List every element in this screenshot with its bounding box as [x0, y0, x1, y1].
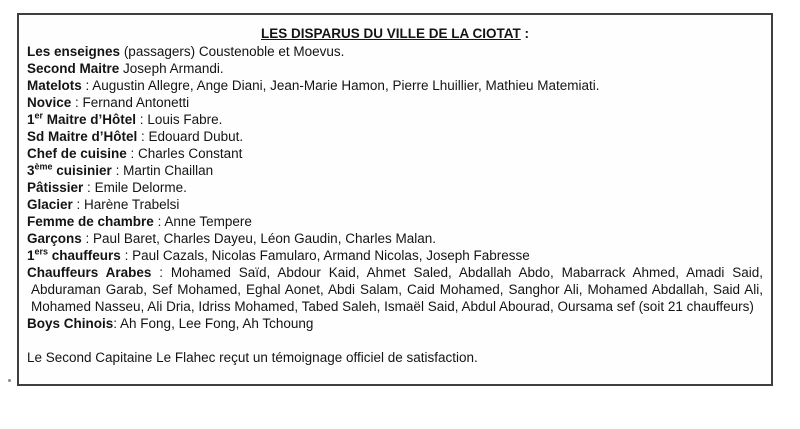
roster-line-value: Augustin Allegre, Ange Diani, Jean-Marie Hamon, Pierre Lhuillier, Mathieu Matemiati. [92, 78, 600, 93]
roster-line-sep: : [136, 112, 148, 127]
roster-line-label-text: chauffeurs [48, 248, 121, 263]
roster-line-value: Louis Fabre. [147, 112, 223, 127]
roster-line [27, 162, 763, 179]
roster-line [27, 315, 763, 332]
closing-note: Le Second Capitaine Le Flahec reçut un témoignage officiel de satisfaction. [27, 350, 478, 365]
roster-line-label-text: Matelots [27, 78, 82, 93]
roster-line-label [27, 197, 73, 212]
roster-line [27, 179, 763, 196]
roster-line-label [27, 44, 120, 59]
roster-line-sep: : [153, 214, 165, 229]
roster-line [27, 213, 763, 230]
roster-line-label-text: Les enseignes [27, 44, 121, 59]
roster-line-value: Ah Fong, Lee Fong, Ah Tchoung [120, 316, 314, 331]
roster-line-label-text: cuisinier [52, 163, 112, 178]
roster-line-value: Paul Baret, Charles Dayeu, Léon Gaudin, Charles Malan. [93, 231, 436, 246]
roster-line-value: Anne Tempere [164, 214, 252, 229]
roster-line-label-text: Sd Maitre d’Hôtel [27, 129, 138, 144]
roster-line-label [27, 61, 119, 76]
roster-line-label [27, 146, 127, 161]
roster-line [27, 247, 763, 264]
roster-line-label [27, 231, 82, 246]
roster-line-label-text: Femme de chambre [27, 214, 154, 229]
roster-line-label-text: Maitre d’Hôtel [43, 112, 137, 127]
roster-line [27, 43, 763, 60]
roster-line-sep: : [71, 95, 83, 110]
roster-line-value: Martin Chaillan [123, 163, 214, 178]
roster-line-value: Mohamed Saïd, Abdour Kaid, Ahmet Saled, Abdallah Abdo, Mabarrack Ahmed, Amadi Said, Abduraman Garab, Sef Mohamed, Eghal Aonet, Abdi Salam, Caid Mohamed, Sanghor Ali, Mohamed Abdallah, Said Ali, Mohamed Nasseu, Ali Dria, Idriss Mohamed, Tabed Saleh, Ismaël Said, Abdul Abourad, Oursama sef (soit 21 chauffeurs) [31, 265, 764, 314]
ordinal-superscript: ers [34, 246, 49, 257]
roster-line-label-text: Chauffeurs Arabes [27, 265, 152, 280]
page-title-suffix: : [520, 26, 529, 41]
roster-line-label-text: Pâtissier [27, 180, 84, 195]
roster-line-sep: : [126, 146, 139, 161]
roster-line-sep: : [81, 231, 94, 246]
roster-line-sep: : [72, 197, 85, 212]
roster-line-label-text: Glacier [27, 197, 73, 212]
roster-line-sep: : [120, 248, 133, 263]
roster-line-label [27, 163, 112, 178]
roster-line-label [27, 248, 121, 263]
roster-line-label [27, 214, 154, 229]
roster-line-label-text: Novice [27, 95, 72, 110]
roster-line-value: Joseph Armandi. [123, 61, 224, 76]
roster-line-value: Fernand Antonetti [82, 95, 190, 110]
roster-line-label [27, 316, 113, 331]
roster-line-label-text: 1 [27, 112, 35, 127]
roster-line-sep: : [137, 129, 149, 144]
scan-artifact-dot [8, 379, 11, 382]
roster-line [27, 230, 763, 247]
roster-line [27, 111, 763, 128]
roster-line-label-text: Boys Chinois [27, 316, 114, 331]
roster-line [27, 77, 763, 94]
roster-line-label [27, 78, 82, 93]
roster-line [27, 128, 763, 145]
ordinal-superscript: ème [34, 161, 53, 172]
roster-line-label-text: Second Maitre [27, 61, 120, 76]
roster-line-sep: : [113, 316, 121, 331]
roster-line-label [27, 112, 136, 127]
roster-line [27, 60, 763, 77]
roster-line-sep: : [111, 163, 124, 178]
roster-line-label [27, 180, 83, 195]
roster-line [27, 94, 763, 111]
roster-line-label-text: Chef de cuisine [27, 146, 127, 161]
roster-line-value: Paul Cazals, Nicolas Famularo, Armand Nicolas, Joseph Fabresse [132, 248, 530, 263]
roster-line-value: Charles Constant [138, 146, 243, 161]
roster-line-sep: : [83, 180, 95, 195]
roster-line-label-text: 3 [27, 163, 35, 178]
roster-line-sep: : [151, 265, 171, 280]
roster-line-sep: : [81, 78, 93, 93]
roster-line-value: (passagers) Coustenoble et Moevus. [123, 44, 345, 59]
roster-line-label-text: Garçons [27, 231, 82, 246]
page-title-text: LES DISPARUS DU VILLE DE LA CIOTAT [260, 26, 521, 41]
page-title [27, 25, 763, 42]
roster-line [27, 264, 763, 315]
roster-line-value: Edouard Dubut. [148, 129, 244, 144]
roster-line [27, 196, 763, 213]
roster-line [27, 145, 763, 162]
roster-line-label-text: 1 [27, 248, 35, 263]
roster-line-label [27, 265, 151, 280]
document-box [17, 13, 773, 386]
roster-line-label [27, 129, 137, 144]
roster-line-label [27, 95, 71, 110]
blank-line [27, 332, 763, 349]
roster-line-value: Harène Trabelsi [84, 197, 180, 212]
ordinal-superscript: er [34, 110, 44, 121]
roster-line-value: Emile Delorme. [94, 180, 187, 195]
